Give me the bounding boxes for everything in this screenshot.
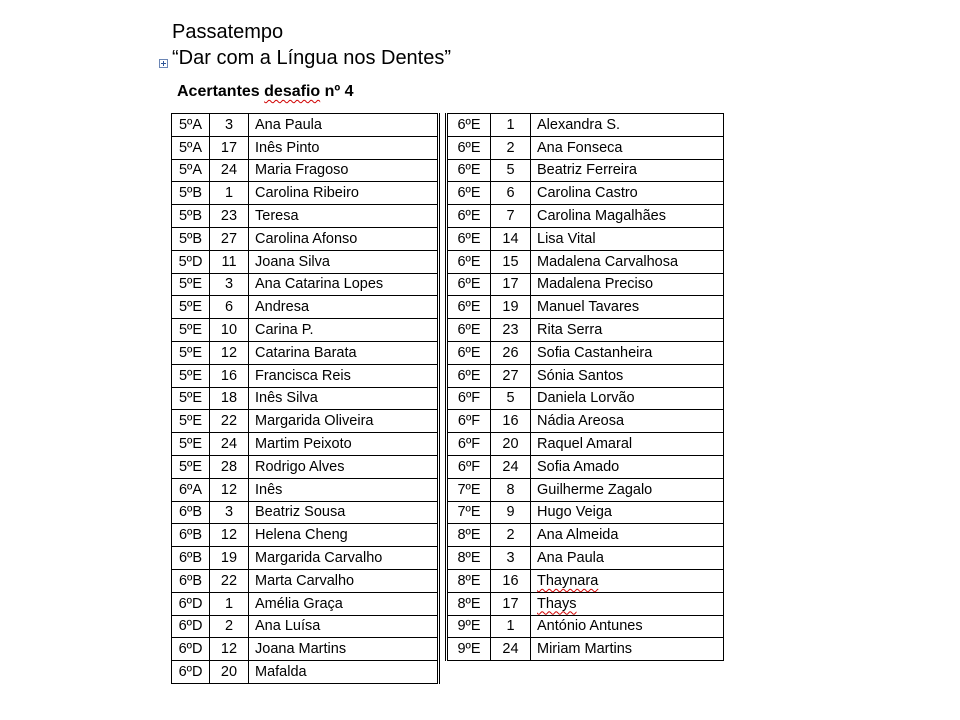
number-cell[interactable]: 2 [210,615,249,638]
number-cell[interactable]: 1 [210,182,249,205]
winners-table-left [171,113,440,684]
table-row [172,433,439,456]
class-cell[interactable]: 6ºE [447,114,491,137]
table-row [447,159,724,182]
name-cell[interactable]: Sofia Castanheira [531,341,724,364]
number-cell[interactable]: 22 [210,410,249,433]
class-cell[interactable]: 6ºD [172,615,210,638]
class-cell[interactable]: 5ºA [172,159,210,182]
name-cell[interactable]: Joana Silva [249,250,439,273]
class-cell[interactable]: 6ºD [172,592,210,615]
name-cell[interactable]: Inês Silva [249,387,439,410]
number-cell[interactable]: 24 [491,638,531,661]
name-cell[interactable]: Francisca Reis [249,364,439,387]
class-cell[interactable]: 9ºE [447,615,491,638]
name-cell[interactable]: Teresa [249,205,439,228]
class-cell[interactable]: 8ºE [447,569,491,592]
number-cell[interactable]: 23 [210,205,249,228]
name-cell[interactable]: Maria Fragoso [249,159,439,182]
number-cell[interactable]: 5 [491,159,531,182]
number-cell[interactable]: 19 [491,296,531,319]
name-cell[interactable]: Thaynara [531,569,724,592]
table-row [172,205,439,228]
number-cell[interactable]: 22 [210,569,249,592]
number-cell[interactable]: 14 [491,227,531,250]
heading-underlined-word: desafio [264,83,321,100]
class-cell[interactable]: 6ºB [172,501,210,524]
name-cell[interactable]: Hugo Veiga [531,501,724,524]
table-row [447,136,724,159]
table-row [172,478,439,501]
number-cell[interactable]: 20 [210,661,249,684]
table-row [447,319,724,342]
name-cell[interactable]: Margarida Oliveira [249,410,439,433]
name-cell[interactable]: Martim Peixoto [249,433,439,456]
class-cell[interactable]: 6ºE [447,364,491,387]
table-row [447,410,724,433]
class-cell[interactable]: 6ºF [447,387,491,410]
number-cell[interactable]: 10 [210,319,249,342]
name-cell[interactable]: Beatriz Ferreira [531,159,724,182]
name-cell[interactable]: Madalena Carvalhosa [531,250,724,273]
name-cell[interactable]: Carolina Castro [531,182,724,205]
table-row [172,524,439,547]
class-cell[interactable]: 6ºE [447,250,491,273]
number-cell[interactable]: 5 [491,387,531,410]
table-row [447,547,724,570]
table-row [172,250,439,273]
table-row [172,364,439,387]
table-row [447,205,724,228]
name-cell[interactable]: Mafalda [249,661,439,684]
name-cell[interactable]: Ana Luísa [249,615,439,638]
number-cell[interactable]: 6 [210,296,249,319]
class-cell[interactable]: 6ºE [447,227,491,250]
class-cell[interactable]: 5ºE [172,410,210,433]
number-cell[interactable]: 3 [210,501,249,524]
class-cell[interactable]: 6ºF [447,410,491,433]
table-row [447,638,724,661]
number-cell[interactable]: 24 [210,433,249,456]
name-cell[interactable]: Ana Paula [531,547,724,570]
class-cell[interactable]: 6ºD [172,661,210,684]
name-cell[interactable]: Ana Paula [249,114,439,137]
class-cell[interactable]: 5ºD [172,250,210,273]
table-row [172,615,439,638]
class-cell[interactable]: 5ºB [172,227,210,250]
table-row [447,250,724,273]
name-cell[interactable]: Ana Almeida [531,524,724,547]
class-cell[interactable]: 5ºE [172,319,210,342]
number-cell[interactable]: 3 [210,273,249,296]
class-cell[interactable]: 6ºE [447,341,491,364]
class-cell[interactable]: 6ºE [447,182,491,205]
name-cell[interactable]: Carina P. [249,319,439,342]
class-cell[interactable]: 8ºE [447,547,491,570]
class-cell[interactable]: 8ºE [447,524,491,547]
table-row [447,182,724,205]
class-cell[interactable]: 6ºE [447,159,491,182]
name-cell[interactable]: Andresa [249,296,439,319]
class-cell[interactable]: 5ºE [172,273,210,296]
class-cell[interactable]: 6ºE [447,296,491,319]
class-cell[interactable]: 5ºE [172,364,210,387]
name-cell[interactable]: Daniela Lorvão [531,387,724,410]
table-row [172,547,439,570]
number-cell[interactable]: 9 [491,501,531,524]
number-cell[interactable]: 16 [491,569,531,592]
table-row [447,364,724,387]
number-cell[interactable]: 12 [210,478,249,501]
number-cell[interactable]: 23 [491,319,531,342]
class-cell[interactable]: 5ºE [172,455,210,478]
number-cell[interactable]: 28 [210,455,249,478]
table-row [447,501,724,524]
number-cell[interactable]: 1 [491,114,531,137]
table-row [172,387,439,410]
number-cell[interactable]: 3 [210,114,249,137]
table-row [447,569,724,592]
table-row [172,319,439,342]
number-cell[interactable]: 24 [210,159,249,182]
number-cell[interactable]: 3 [491,547,531,570]
name-cell[interactable]: Lisa Vital [531,227,724,250]
number-cell[interactable]: 27 [210,227,249,250]
class-cell[interactable]: 6ºE [447,319,491,342]
table-move-handle-icon[interactable] [159,59,168,68]
name-cell[interactable]: Carolina Afonso [249,227,439,250]
name-cell[interactable]: Amélia Graça [249,592,439,615]
name-cell[interactable]: Sónia Santos [531,364,724,387]
class-cell[interactable]: 5ºE [172,433,210,456]
table-row [172,136,439,159]
name-cell[interactable]: António Antunes [531,615,724,638]
name-cell[interactable]: Marta Carvalho [249,569,439,592]
number-cell[interactable]: 15 [491,250,531,273]
number-cell[interactable]: 19 [210,547,249,570]
table-row [172,638,439,661]
name-cell[interactable]: Thays [531,592,724,615]
table-row [172,273,439,296]
class-cell[interactable]: 7ºE [447,501,491,524]
name-cell[interactable]: Rodrigo Alves [249,455,439,478]
class-cell[interactable]: 5ºB [172,205,210,228]
number-cell[interactable]: 1 [491,615,531,638]
class-cell[interactable]: 6ºA [172,478,210,501]
number-cell[interactable]: 1 [210,592,249,615]
number-cell[interactable]: 17 [491,273,531,296]
name-cell[interactable]: Catarina Barata [249,341,439,364]
class-cell[interactable]: 5ºE [172,296,210,319]
table-row [447,114,724,137]
name-cell[interactable]: Manuel Tavares [531,296,724,319]
name-cell[interactable]: Alexandra S. [531,114,724,137]
name-cell[interactable]: Sofia Amado [531,455,724,478]
class-cell[interactable]: 7ºE [447,478,491,501]
number-cell[interactable]: 17 [491,592,531,615]
winners-table-right [445,113,724,661]
class-cell[interactable]: 6ºE [447,273,491,296]
name-cell[interactable]: Ana Catarina Lopes [249,273,439,296]
table-row [172,569,439,592]
class-cell[interactable]: 6ºF [447,455,491,478]
table-row [172,661,439,684]
number-cell[interactable]: 8 [491,478,531,501]
table-row [172,159,439,182]
number-cell[interactable]: 6 [491,182,531,205]
name-cell[interactable]: Raquel Amaral [531,433,724,456]
class-cell[interactable]: 5ºE [172,341,210,364]
name-cell[interactable]: Rita Serra [531,319,724,342]
number-cell[interactable]: 2 [491,524,531,547]
class-cell[interactable]: 6ºB [172,569,210,592]
class-cell[interactable]: 6ºD [172,638,210,661]
table-row [447,433,724,456]
number-cell[interactable]: 26 [491,341,531,364]
number-cell[interactable]: 20 [491,433,531,456]
class-cell[interactable]: 5ºE [172,387,210,410]
number-cell[interactable]: 12 [210,524,249,547]
name-cell[interactable]: Margarida Carvalho [249,547,439,570]
name-cell[interactable]: Miriam Martins [531,638,724,661]
page-title: Passatempo [172,21,284,43]
number-cell[interactable]: 16 [491,410,531,433]
class-cell[interactable]: 6ºE [447,205,491,228]
table-row [447,273,724,296]
table-row [447,524,724,547]
class-cell[interactable]: 5ºB [172,182,210,205]
table-row [447,341,724,364]
name-cell[interactable]: Ana Fonseca [531,136,724,159]
table-row [172,296,439,319]
table-row [447,387,724,410]
table-row [172,227,439,250]
table-row [447,296,724,319]
heading-prefix: Acertantes [177,83,265,100]
class-cell[interactable]: 6ºB [172,547,210,570]
number-cell[interactable]: 7 [491,205,531,228]
table-row [172,501,439,524]
name-cell[interactable]: Inês Pinto [249,136,439,159]
class-cell[interactable]: 6ºB [172,524,210,547]
table-row [172,455,439,478]
table-row [172,182,439,205]
number-cell[interactable]: 12 [210,638,249,661]
table-row [172,114,439,137]
number-cell[interactable]: 27 [491,364,531,387]
table-row [172,410,439,433]
name-cell[interactable]: Inês [249,478,439,501]
number-cell[interactable]: 18 [210,387,249,410]
number-cell[interactable]: 16 [210,364,249,387]
number-cell[interactable]: 2 [491,136,531,159]
class-cell[interactable]: 9ºE [447,638,491,661]
name-cell[interactable]: Guilherme Zagalo [531,478,724,501]
table-row [172,341,439,364]
name-cell[interactable]: Carolina Ribeiro [249,182,439,205]
table-row [172,592,439,615]
table-row [447,455,724,478]
section-heading [177,81,354,103]
number-cell[interactable]: 11 [210,250,249,273]
name-cell[interactable]: Helena Cheng [249,524,439,547]
name-cell[interactable]: Joana Martins [249,638,439,661]
number-cell[interactable]: 24 [491,455,531,478]
name-cell[interactable]: Madalena Preciso [531,273,724,296]
page-subtitle: “Dar com a Língua nos Dentes” [172,47,452,69]
table-row [447,227,724,250]
class-cell[interactable]: 6ºE [447,136,491,159]
name-cell[interactable]: Beatriz Sousa [249,501,439,524]
heading-suffix: nº 4 [320,83,354,100]
table-row [447,615,724,638]
table-row [447,478,724,501]
class-cell[interactable]: 5ºA [172,114,210,137]
number-cell[interactable]: 12 [210,341,249,364]
class-cell[interactable]: 6ºF [447,433,491,456]
number-cell[interactable]: 17 [210,136,249,159]
name-cell[interactable]: Nádia Areosa [531,410,724,433]
class-cell[interactable]: 8ºE [447,592,491,615]
class-cell[interactable]: 5ºA [172,136,210,159]
table-row [447,592,724,615]
name-cell[interactable]: Carolina Magalhães [531,205,724,228]
